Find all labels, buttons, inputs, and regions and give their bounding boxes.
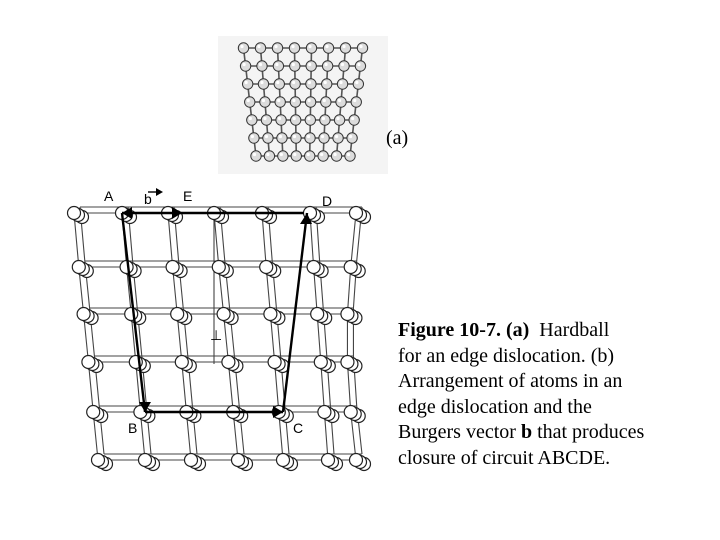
- hardball-highlight: [240, 45, 243, 48]
- hardball-atom: [261, 115, 271, 125]
- atom: [175, 356, 188, 369]
- hardball-highlight: [336, 117, 339, 120]
- caption-figure-number: Figure 10-7.: [398, 319, 501, 341]
- hardball-highlight: [357, 63, 360, 66]
- hardball-atom: [334, 115, 344, 125]
- hardball-atom: [306, 61, 316, 71]
- hardball-highlight: [307, 117, 310, 120]
- atom: [87, 406, 100, 419]
- edge-dislocation-lattice: [52, 176, 382, 496]
- hardball-atom: [349, 115, 359, 125]
- hardball-highlight: [292, 99, 295, 102]
- hardball-highlight: [257, 45, 260, 48]
- hardball-atom: [318, 151, 328, 161]
- point-label-C: C: [293, 420, 304, 436]
- hardball-atom: [319, 133, 329, 143]
- hardball-atom: [290, 97, 300, 107]
- hardball-highlight: [266, 153, 269, 156]
- atom: [350, 454, 363, 467]
- caption-part-a-marker: (a): [505, 319, 530, 341]
- hardball-atom: [336, 97, 346, 107]
- hardball-atom: [305, 151, 315, 161]
- hardball-atom: [320, 115, 330, 125]
- figure-a-label: (a): [386, 127, 409, 149]
- atom: [222, 356, 235, 369]
- caption-line-4: edge dislocation and the: [398, 395, 592, 418]
- hardball-atom: [323, 43, 333, 53]
- hardball-atom: [333, 133, 343, 143]
- hardball-model-image: [218, 36, 388, 174]
- caption-vector-b: b: [520, 421, 533, 443]
- hardball-atom: [322, 79, 332, 89]
- point-label-E: E: [183, 188, 193, 204]
- lattice-column-bond: [347, 213, 356, 460]
- hardball-atom: [258, 79, 268, 89]
- hardball-atom: [274, 79, 284, 89]
- hardball-atom: [357, 43, 367, 53]
- hardball-highlight: [321, 135, 324, 138]
- hardball-highlight: [308, 63, 311, 66]
- hardball-atom: [251, 151, 261, 161]
- hardball-atom: [249, 133, 259, 143]
- point-label-A: A: [104, 188, 114, 204]
- atom: [318, 406, 331, 419]
- atom: [217, 308, 230, 321]
- hardball-highlight: [341, 63, 344, 66]
- atom: [341, 356, 354, 369]
- hardball-atom: [290, 61, 300, 71]
- hardball-highlight: [308, 81, 311, 84]
- hardball-atom: [331, 151, 341, 161]
- hardball-highlight: [277, 99, 280, 102]
- lattice-column-bond: [168, 213, 191, 460]
- hardball-atom: [238, 43, 248, 53]
- caption-line-5: Burgers vector b that produces: [398, 421, 645, 443]
- hardball-highlight: [338, 99, 341, 102]
- hardball-highlight: [324, 81, 327, 84]
- hardball-highlight: [333, 153, 336, 156]
- dislocation-symbol: ⊥: [210, 327, 223, 343]
- hardball-highlight: [307, 135, 310, 138]
- hardball-highlight: [325, 63, 328, 66]
- lattice-column-bond: [74, 213, 98, 460]
- hardball-atom: [257, 61, 267, 71]
- hardball-highlight: [335, 135, 338, 138]
- hardball-atom: [291, 133, 301, 143]
- atom: [322, 454, 335, 467]
- caption-line-6: closure of circuit ABCDE.: [398, 446, 611, 469]
- hardball-atom: [322, 61, 332, 71]
- hardball-highlight: [242, 63, 245, 66]
- hardball-highlight: [262, 99, 265, 102]
- arrowhead-b: [156, 188, 163, 196]
- hardball-highlight: [359, 45, 362, 48]
- hardball-highlight: [276, 81, 279, 84]
- hardball-atom: [347, 133, 357, 143]
- atom: [307, 261, 320, 274]
- hardball-atom: [255, 43, 265, 53]
- hardball-highlight: [249, 117, 252, 120]
- hardball-atom: [240, 61, 250, 71]
- hardball-highlight: [260, 81, 263, 84]
- hardball-atom: [242, 79, 252, 89]
- atom: [344, 261, 357, 274]
- atom: [77, 308, 90, 321]
- atom: [72, 261, 85, 274]
- atom: [268, 356, 281, 369]
- point-label-D: D: [322, 193, 333, 209]
- hardball-atom: [339, 61, 349, 71]
- hardball-atom: [306, 79, 316, 89]
- hardball-highlight: [355, 81, 358, 84]
- vector-label-b: b: [144, 191, 152, 207]
- point-label-B: B: [128, 420, 138, 436]
- hardball-atom: [351, 97, 361, 107]
- hardball-atom: [276, 115, 286, 125]
- hardball-atom: [340, 43, 350, 53]
- hardball-highlight: [278, 117, 281, 120]
- hardball-atom: [278, 151, 288, 161]
- hardball-highlight: [291, 45, 294, 48]
- hardball-atom: [247, 115, 257, 125]
- circuit-arrowheads: [122, 188, 312, 418]
- hardball-atom: [353, 79, 363, 89]
- atom: [341, 308, 354, 321]
- hardball-highlight: [259, 63, 262, 66]
- hardball-atom: [355, 61, 365, 71]
- hardball-atom: [290, 115, 300, 125]
- hardball-highlight: [325, 45, 328, 48]
- hardball-atom: [245, 97, 255, 107]
- hardball-atom: [305, 97, 315, 107]
- hardball-highlight: [351, 117, 354, 120]
- hardball-highlight: [292, 63, 295, 66]
- hardball-highlight: [265, 135, 268, 138]
- caption-line-1: Figure 10-7. (a) Hardball: [398, 319, 610, 341]
- atom: [166, 261, 179, 274]
- hardball-atom: [305, 133, 315, 143]
- atom: [82, 356, 95, 369]
- atom: [350, 207, 363, 220]
- hardball-highlight: [293, 135, 296, 138]
- atom: [344, 406, 357, 419]
- hardball-atom: [263, 133, 273, 143]
- atom: [212, 261, 225, 274]
- atom: [139, 454, 152, 467]
- hardball-highlight: [280, 153, 283, 156]
- atom: [185, 454, 198, 467]
- hardball-highlight: [323, 99, 326, 102]
- hardball-atom: [275, 97, 285, 107]
- hardball-highlight: [292, 81, 295, 84]
- figure-caption: [398, 318, 708, 471]
- atom: [232, 454, 245, 467]
- hardball-highlight: [322, 117, 325, 120]
- atom: [311, 308, 324, 321]
- hardball-highlight: [293, 153, 296, 156]
- hardball-highlight: [339, 81, 342, 84]
- lattice-column-bond: [262, 213, 283, 460]
- atom: [314, 356, 327, 369]
- hardball-atom: [277, 133, 287, 143]
- caption-line-3: Arrangement of atoms in an: [398, 370, 623, 392]
- hardball-atom: [291, 151, 301, 161]
- hardball-highlight: [274, 45, 277, 48]
- atom: [264, 308, 277, 321]
- hardball-atom: [273, 61, 283, 71]
- hardball-highlight: [320, 153, 323, 156]
- hardball-atom: [345, 151, 355, 161]
- atom: [92, 454, 105, 467]
- hardball-highlight: [353, 99, 356, 102]
- hardball-atom: [306, 43, 316, 53]
- hardball-atom: [337, 79, 347, 89]
- hardball-highlight: [308, 99, 311, 102]
- atom: [260, 261, 273, 274]
- hardball-atom: [264, 151, 274, 161]
- circuit-segment-DC: [283, 213, 307, 412]
- hardball-highlight: [275, 63, 278, 66]
- hardball-highlight: [347, 153, 350, 156]
- atom: [125, 308, 138, 321]
- hardball-highlight: [279, 135, 282, 138]
- hardball-highlight: [293, 117, 296, 120]
- hardball-highlight: [247, 99, 250, 102]
- hardball-atom: [272, 43, 282, 53]
- hardball-atom: [305, 115, 315, 125]
- caption-line-2: for an edge dislocation. (b): [398, 344, 615, 367]
- hardball-atom: [290, 79, 300, 89]
- hardball-atom: [289, 43, 299, 53]
- hardball-highlight: [349, 135, 352, 138]
- hardball-highlight: [307, 153, 310, 156]
- hardball-highlight: [263, 117, 266, 120]
- atom: [171, 308, 184, 321]
- atom: [68, 207, 81, 220]
- atom: [277, 454, 290, 467]
- hardball-highlight: [245, 81, 248, 84]
- hardball-highlight: [342, 45, 345, 48]
- hardball-highlight: [308, 45, 311, 48]
- hardball-atom: [321, 97, 331, 107]
- hardball-highlight: [253, 153, 256, 156]
- hardball-highlight: [251, 135, 254, 138]
- hardball-atom: [260, 97, 270, 107]
